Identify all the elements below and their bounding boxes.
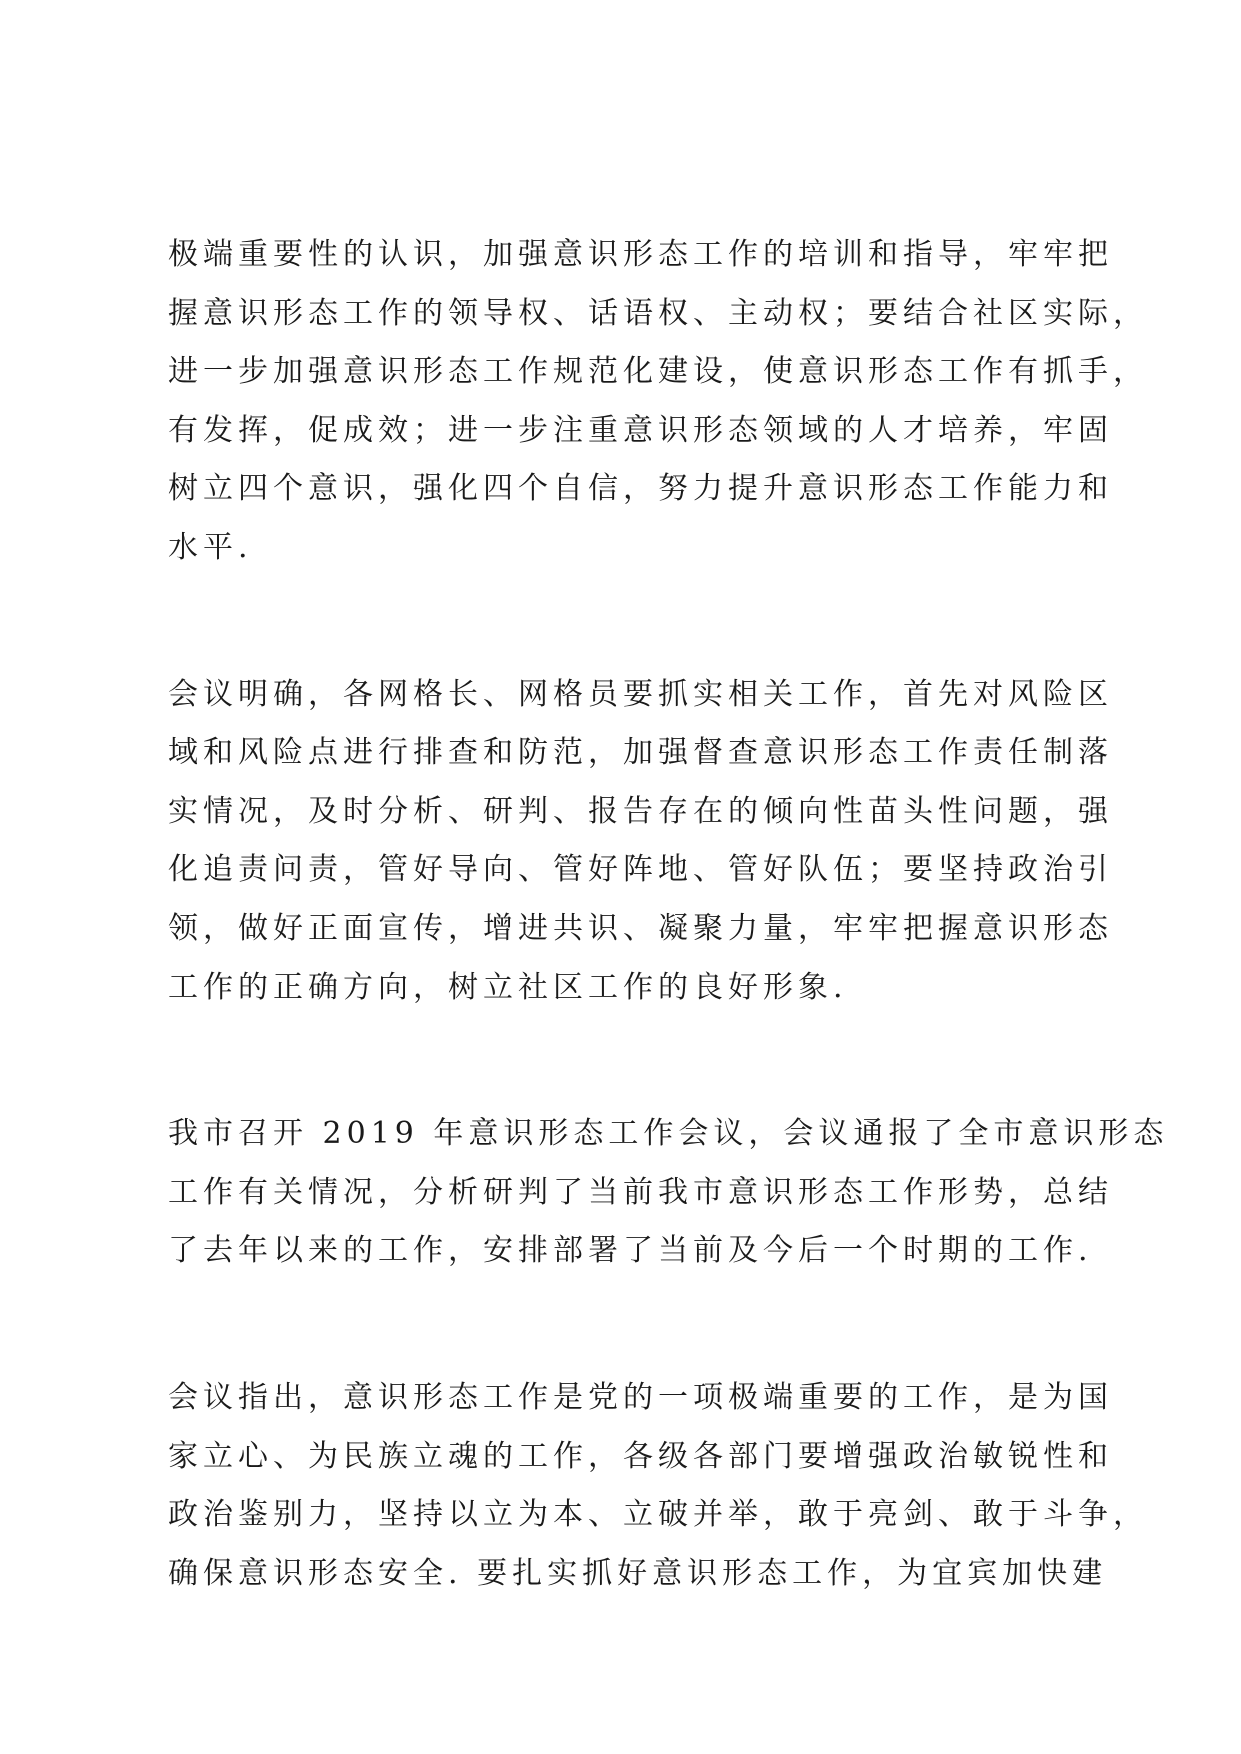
text-line: 化追责问责，管好导向、管好阵地、管好队伍；要坚持政治引 — [168, 852, 1113, 888]
text-line: 了去年以来的工作，安排部署了当前及今后一个时期的工作. — [168, 1233, 1093, 1269]
paragraph-1 — [168, 226, 1148, 578]
paragraph-3 — [168, 1105, 1169, 1281]
text-line: 家立心、为民族立魂的工作，各级各部门要增强政治敏锐性和 — [168, 1438, 1113, 1474]
document-body — [168, 226, 1169, 1603]
text-line: 域和风险点进行排查和防范，加强督查意识形态工作责任制落 — [168, 735, 1113, 771]
text-line: 领，做好正面宣传，增进共识、凝聚力量，牢牢把握意识形态 — [168, 910, 1113, 946]
text-line: 确保意识形态安全. 要扎实抓好意识形态工作，为宜宾加快建 — [168, 1555, 1108, 1591]
paragraph-spacer — [168, 1017, 1088, 1105]
text-line: 工作的正确方向，树立社区工作的良好形象. — [168, 969, 848, 1005]
text-line: 政治鉴别力，坚持以立为本、立破并举，敢于亮剑、敢于斗争， — [168, 1497, 1148, 1533]
text-line: 握意识形态工作的领导权、话语权、主动权；要结合社区实际， — [168, 295, 1148, 331]
text-line: 树立四个意识，强化四个自信，努力提升意识形态工作能力和 — [168, 471, 1113, 507]
text-line: 我市召开 2019 年意识形态工作会议，会议通报了全市意识形态 — [168, 1116, 1169, 1152]
text-line: 会议明确，各网格长、网格员要抓实相关工作，首先对风险区 — [168, 676, 1113, 712]
text-line: 水平. — [168, 529, 253, 565]
paragraph-spacer — [168, 1281, 1088, 1369]
text-line: 实情况，及时分析、研判、报告存在的倾向性苗头性问题，强 — [168, 793, 1113, 829]
paragraph-2 — [168, 666, 1113, 1018]
text-line: 极端重要性的认识，加强意识形态工作的培训和指导，牢牢把 — [168, 237, 1113, 272]
text-line: 有发挥，促成效；进一步注重意识形态领域的人才培养，牢固 — [168, 412, 1113, 448]
text-line: 进一步加强意识形态工作规范化建设，使意识形态工作有抓手， — [168, 354, 1148, 390]
text-line: 工作有关情况，分析研判了当前我市意识形态工作形势，总结 — [168, 1174, 1113, 1210]
paragraph-4 — [168, 1369, 1148, 1603]
text-line: 会议指出，意识形态工作是党的一项极端重要的工作，是为国 — [168, 1379, 1113, 1415]
paragraph-spacer — [168, 578, 1088, 666]
